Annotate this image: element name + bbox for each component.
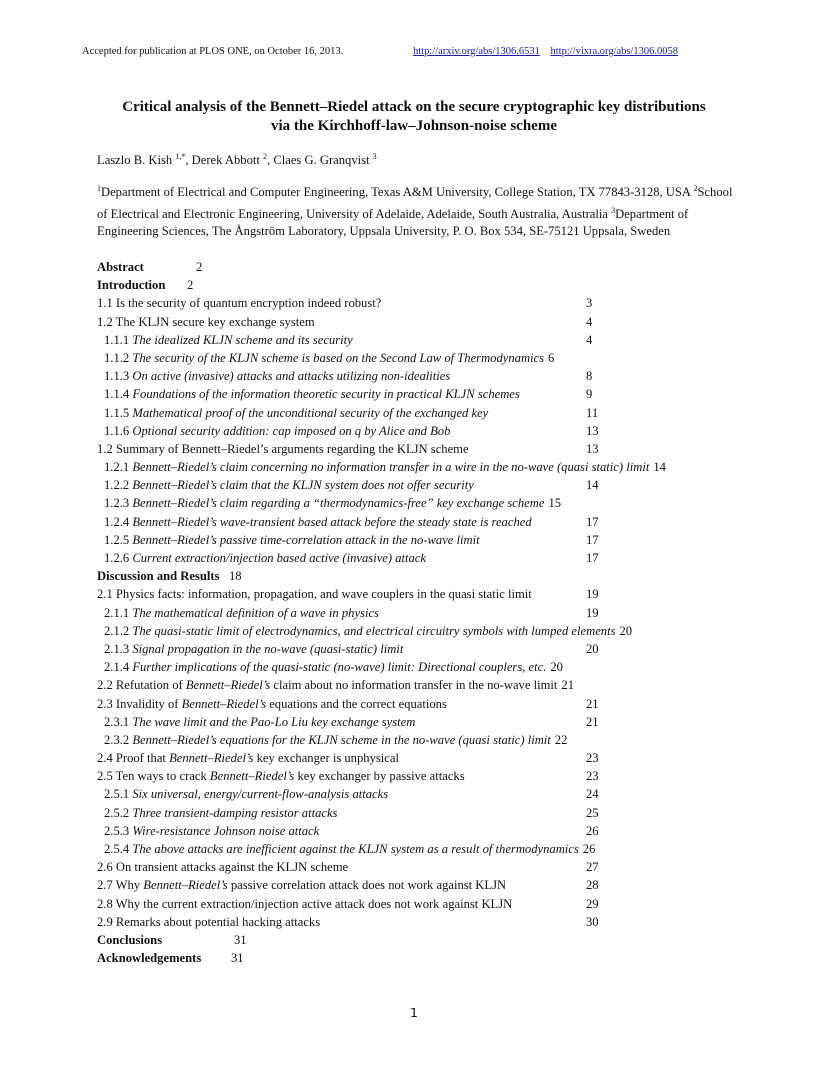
toc-title-part: 1.2 The KLJN secure key exchange system [97,314,315,329]
acceptance-note: Accepted for publication at PLOS ONE, on October 16, 2013. [82,46,344,57]
toc-entry-page: 21 [586,696,599,711]
page-number: 1 [410,1005,418,1020]
author-name: Laszlo B. Kish [97,153,173,168]
toc-entry-page: 23 [586,751,599,766]
toc-title-part: Bennett–Riedel’s [143,878,228,893]
toc-entry-title [104,824,319,838]
toc-entry-title [97,769,465,783]
toc-entry-title [97,951,201,965]
toc-entry-title [104,533,480,547]
toc-entry[interactable] [97,713,737,731]
toc-title-part: Acknowledgements [97,951,202,966]
toc-entry[interactable] [97,385,737,403]
toc-entry-title [104,642,403,656]
toc-entry-page: 8 [586,369,593,384]
toc-entry-page: 13 [586,441,599,456]
toc-title-part: The idealized KLJN scheme and its security [132,332,353,347]
toc-entry[interactable] [97,931,737,949]
toc-title-part: 2.1 Physics facts: information, propagation, and wave couplers in the quasi static limit [97,587,532,602]
toc-entry[interactable] [97,258,737,276]
toc-entry-page: 20 [586,641,599,656]
toc-entry-page: 13 [586,423,599,438]
author-list: Laszlo B. Kish $^{1,*}$, Derek Abbott $^2$, Claes G. Granqvist $^3$ [97,152,377,168]
toc-entry[interactable] [97,422,737,440]
toc-entry-page: 27 [586,860,599,875]
toc-title-part: 2.1.2 [104,623,133,638]
toc-title-part: 1.1.5 [104,405,133,420]
toc-entry[interactable] [97,840,737,858]
toc-title-part: key exchanger by passive attacks [294,769,465,784]
toc-entry-title [97,587,532,601]
toc-title-part: 2.3.1 [104,714,133,729]
toc-title-part: 2.4 Proof that [97,751,170,766]
toc-entry-title [104,806,337,820]
toc-entry[interactable] [97,476,737,494]
toc-entry-title [104,842,579,856]
toc-title-part: 2.5.3 [104,823,133,838]
toc-title-part: 2.5.2 [104,805,133,820]
toc-title-part: claim about no information transfer in the no-wave limit [270,678,558,693]
toc-entry-title [104,660,546,674]
toc-title-part: Bennett–Riedel’s [209,769,295,784]
toc-entry[interactable] [97,585,737,603]
toc-entry-title [97,915,320,929]
toc-title-part: key exchanger is unphysical [253,751,399,766]
affiliation-mark: 3 [611,205,616,215]
toc-entry-title [97,860,348,874]
toc-title-part: 2.3 Invalidity of [97,696,182,711]
toc-title-part: 1.2.6 [104,551,133,565]
toc-entry-title [97,569,219,583]
toc-title-part: 2.6 On transient attacks against the KLJN scheme [97,860,349,875]
toc-entry-page: 31 [231,951,244,966]
toc-entry-title [97,897,512,911]
toc-entry[interactable] [97,313,737,331]
toc-entry-page: 4 [586,332,593,347]
toc-title-part: Discussion and Results [97,569,220,584]
toc-title-part: Abstract [97,260,144,274]
toc-entry-page: 6 [548,350,555,365]
table-of-contents [97,258,737,967]
toc-entry-page: 14 [653,460,666,475]
toc-entry-title [97,678,557,692]
toc-title-part: 1.1 Is the security of quantum encryption indeed robust? [97,296,382,311]
toc-title-part: 2.5.4 [104,842,133,856]
toc-entry-page: 23 [586,769,599,784]
toc-entry[interactable] [97,749,737,767]
toc-entry-title [104,460,649,474]
affiliation-mark: 2 [693,184,698,193]
toc-entry-title [97,315,315,329]
toc-entry[interactable] [97,294,737,312]
toc-entry-title [104,424,450,438]
toc-entry-page: 21 [561,678,574,693]
toc-entry-page: 19 [586,605,599,620]
toc-entry[interactable] [97,658,737,676]
toc-entry-page: 2 [196,260,203,274]
arxiv-link[interactable]: http://arxiv.org/abs/1306.6531 [413,46,540,57]
toc-entry[interactable] [97,822,737,840]
toc-entry-title [104,351,544,365]
toc-title-part: Conclusions [97,932,163,947]
toc-title-part: Six universal, energy/current-flow-analysis attacks [132,787,389,802]
toc-entry-page: 31 [234,932,247,947]
toc-entry-page: 17 [586,532,599,547]
author-mark: 2 [263,152,268,161]
toc-entry-page: 26 [582,842,596,856]
toc-title-part: Bennett–Riedel’s [169,751,254,766]
toc-title-part: The security of the KLJN scheme is based on the Second Law of Thermodynamics [132,350,545,365]
toc-entry[interactable] [97,876,737,894]
toc-entry-title [104,496,544,510]
toc-entry-page: 17 [586,514,599,529]
toc-entry[interactable] [97,331,737,349]
toc-title-part: Mathematical proof of the unconditional security of the exchanged key [132,405,489,420]
toc-entry-page: 19 [586,587,599,602]
toc-entry[interactable] [97,349,737,367]
toc-entry-page: 30 [586,914,599,929]
affiliations [97,180,737,241]
toc-entry-title [97,697,447,711]
toc-entry-title [104,715,415,729]
title-line-1: Critical analysis of the Bennett–Riedel attack on the secure cryptographic key distributions [122,99,706,115]
toc-title-part: Bennett–Riedel’s [185,678,271,693]
toc-title-part: equations and the correct equations [266,696,447,711]
toc-entry[interactable] [97,494,737,512]
toc-title-part: 1.1.1 [104,332,133,347]
toc-entry-page: 3 [586,296,593,311]
toc-title-part: 1.1.4 [104,387,133,402]
toc-title-part: Bennett–Riedel’s wave-transient based attack before the steady state is reached [132,514,532,529]
toc-title-part: 1.2 Summary of Bennett–Riedel’s arguments regarding the KLJN scheme [97,441,469,456]
toc-entry-page: 11 [586,405,599,420]
toc-entry-page: 17 [586,551,599,565]
toc-entry[interactable] [97,949,737,967]
toc-entry-page: 21 [586,714,599,729]
toc-title-part: passive correlation attack does not work against KLJN [227,878,507,893]
toc-entry[interactable] [97,804,737,822]
toc-title-part: 2.5.1 [104,787,133,802]
toc-title-part: Further implications of the quasi-static (no-wave) limit: Directional couplers, etc. [132,660,547,675]
toc-entry-page: 18 [229,569,242,584]
toc-title-part: The mathematical definition of a wave in physics [132,605,379,620]
toc-title-part: 1.2.4 [104,514,133,529]
toc-title-part: 1.2.5 [104,532,133,547]
toc-entry[interactable] [97,604,737,622]
toc-entry-page: 20 [550,660,563,675]
toc-entry-page: 14 [586,478,599,493]
toc-title-part: 1.1.3 [104,369,133,384]
toc-entry-title [97,933,162,947]
toc-entry-title [97,278,165,292]
toc-title-part: Bennett–Riedel’s claim concerning no information transfer in a wire in the no-wave (quasi static) limit [132,460,650,475]
toc-entry[interactable] [97,676,737,694]
toc-entry[interactable] [97,695,737,713]
toc-entry-title [104,733,551,747]
toc-entry-title [97,296,381,310]
affiliation-text: School of Electrical and Electronic Engineering, University of Adelaide, Adelaide, South Australia, Australia [97,185,733,221]
toc-entry[interactable] [97,785,737,803]
toc-entry-page: 24 [586,787,599,802]
toc-entry-title [104,624,615,638]
author-name: Claes G. Granqvist [273,153,370,168]
toc-title-part: 2.2 Refutation of [97,678,186,693]
toc-title-part: Bennett–Riedel’s claim regarding a “thermodynamics-free” key exchange scheme [132,496,545,511]
author-mark: 3 [372,152,377,161]
toc-entry-title [104,478,474,492]
toc-title-part: Current extraction/injection based active (invasive) attack [132,551,426,565]
toc-entry[interactable] [97,858,737,876]
toc-entry[interactable] [97,549,737,567]
toc-entry-page: 26 [586,823,599,838]
toc-entry-title [97,751,399,765]
author-name: Derek Abbott [191,153,260,168]
toc-title-part: On active (invasive) attacks and attacks utilizing non-idealities [132,369,451,384]
toc-entry[interactable] [97,513,737,531]
toc-entry[interactable] [97,622,737,640]
toc-title-part: Optional security addition: cap imposed on q by Alice and Bob [132,423,451,438]
toc-entry-page: 20 [619,623,633,638]
toc-entry[interactable] [97,367,737,385]
toc-title-part: 2.5 Ten ways to crack [97,769,210,784]
toc-entry-title [104,515,532,529]
toc-entry[interactable] [97,276,737,294]
toc-title-part: 1.2.2 [104,478,133,493]
toc-title-part: The above attacks are inefficient against the KLJN system as a result of thermodynamics [132,842,579,856]
affiliation-text: Department of Engineering Sciences, The Ångström Laboratory, Uppsala University, P. O. Box 534, SE-75121 Uppsala, Sweden [97,206,689,239]
toc-entry[interactable] [97,913,737,931]
toc-title-part: Bennett–Riedel’s passive time-correlation attack in the no-wave limit [132,532,480,547]
toc-title-part: Introduction [97,278,166,293]
toc-title-part: 2.3.2 [104,732,133,747]
toc-entry-page: 22 [554,732,568,747]
toc-entry[interactable] [97,895,737,913]
toc-title-part: 1.2.1 [104,460,133,475]
vixra-link[interactable]: http://vixra.org/abs/1306.0058 [550,46,679,57]
toc-entry-page: 28 [586,878,599,893]
affiliation-mark: 1 [97,184,101,193]
toc-entry-title [104,606,379,620]
toc-entry-page: 15 [548,496,562,511]
toc-title-part: Bennett–Riedel’s [181,696,267,711]
header-links [413,46,686,57]
toc-entry[interactable] [97,767,737,785]
toc-entry-page: 4 [586,314,593,329]
toc-entry-title [104,369,450,383]
toc-title-part: 1.1.6 [104,423,133,438]
toc-entry[interactable] [97,567,737,585]
toc-entry-title [104,787,388,801]
toc-title-part: Bennett–Riedel’s equations for the KLJN scheme in the no-wave (quasi static) limit [132,732,551,747]
toc-title-part: 2.9 Remarks about potential hacking attacks [97,914,321,929]
toc-entry-page: 25 [586,805,599,820]
toc-title-part: 2.8 Why the current extraction/injection active attack does not work against KLJN [97,896,513,911]
toc-entry[interactable] [97,440,737,458]
toc-title-part: Three transient-damping resistor attacks [132,805,338,820]
toc-title-part: Signal propagation in the no-wave (quasi-static) limit [132,641,404,656]
toc-entry-title [104,551,426,565]
toc-title-part: Foundations of the information theoretic security in practical KLJN schemes [132,387,520,402]
toc-title-part: 1.1.2 [104,350,133,365]
toc-entry-title [104,387,520,401]
toc-title-part: 2.1.3 [104,641,133,656]
toc-entry-title [104,406,488,420]
toc-title-part: The wave limit and the Pao-Lo Liu key exchange system [132,714,416,729]
toc-entry-title [97,260,144,274]
title-line-2: via the Kirchhoff-law–Johnson-noise scheme [271,118,557,134]
toc-entry-title [97,442,469,456]
toc-entry-title [104,333,353,347]
paper-title [60,98,768,136]
toc-entry[interactable] [97,731,737,749]
toc-title-part: 2.1.1 [104,605,133,620]
toc-title-part: Wire-resistance Johnson noise attack [132,823,320,838]
toc-entry-title [97,878,506,892]
toc-entry-page: 2 [187,278,194,293]
toc-entry[interactable] [97,458,737,476]
toc-title-part: 2.7 Why [97,878,144,893]
toc-entry[interactable] [97,404,737,422]
author-mark: 1,* [175,152,186,161]
toc-entry[interactable] [97,531,737,549]
toc-title-part: 1.2.3 [104,496,133,511]
toc-title-part: Bennett–Riedel’s claim that the KLJN system does not offer security [132,478,474,493]
toc-title-part: The quasi-static limit of electrodynamics, and electrical circuitry symbols with lumped elements [132,623,616,638]
toc-entry-page: 9 [586,387,593,402]
affiliation-text: Department of Electrical and Computer Engineering, Texas A&M University, College Station, TX 77843-3128, USA [101,185,691,200]
toc-entry[interactable] [97,640,737,658]
toc-title-part: 2.1.4 [104,660,133,675]
toc-entry-page: 29 [586,896,599,911]
